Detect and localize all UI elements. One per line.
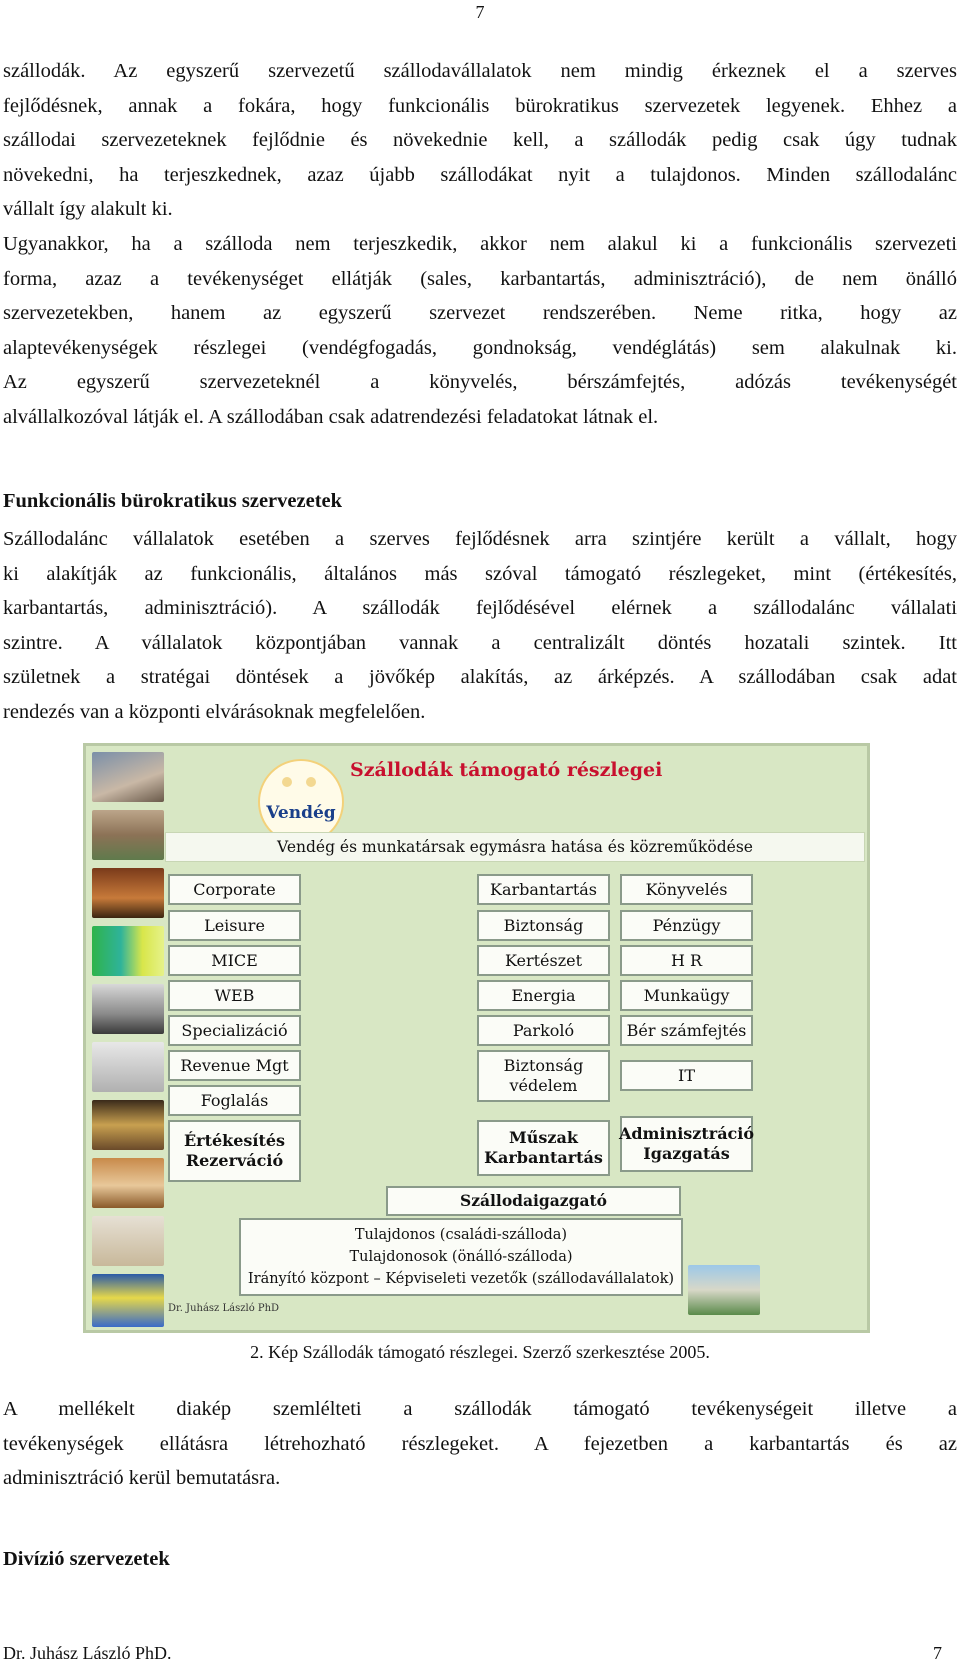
text-line: növekedni, ha terjeszkednek, azaz újabb szállodákat nyit a tulajdonos. Minden szállodalánc: [3, 163, 957, 186]
text-line: fejlődésnek, annak a fokára, hogy funkcionális bürokratikus szervezetek legyenek. Ehhez a: [3, 94, 957, 117]
text-line: adminisztráció kerül bemutatásra.: [3, 1467, 281, 1490]
maintenance-head-label: Karbantartás: [484, 1148, 603, 1167]
photo-strip: [92, 752, 164, 1327]
department-box: H R: [620, 945, 753, 976]
department-box: MICE: [168, 945, 301, 976]
text-line: szervezetekben, hanem az egyszerű szervezet rendszerében. Neme ritka, hogy az: [3, 302, 957, 325]
admin-head-box: [620, 1116, 753, 1172]
page-number-top: 7: [475, 2, 485, 22]
text-line: ki alakítják az funkcionális, általános más szóval támogató részlegeket, mint (értékesítés,: [3, 562, 957, 585]
text-line: A mellékelt diakép szemlélteti a szállodák támogató tevékenységeit illetve a: [3, 1398, 957, 1420]
department-box: Pénzügy: [620, 910, 753, 941]
department-box: Parkoló: [477, 1015, 610, 1046]
lobby-photo: [92, 868, 164, 918]
cooperation-banner: Vendég és munkatársak egymásra hatása és közreműködése: [165, 832, 865, 862]
paragraph-2: [3, 227, 957, 435]
department-box: Revenue Mgt: [168, 1050, 301, 1081]
figure-title: Szállodák támogató részlegei: [350, 759, 663, 781]
service-bell-photo: [92, 1100, 164, 1150]
department-box: Leisure: [168, 910, 301, 941]
hotel-room-photo: [92, 1158, 164, 1208]
paragraph-1: [3, 54, 957, 227]
hotel-building-photo: [92, 810, 164, 860]
department-box: Bér számfejtés: [620, 1015, 753, 1046]
reception-desk-photo: [92, 926, 164, 976]
department-box: Foglalás: [168, 1085, 301, 1116]
department-box: Kertészet: [477, 945, 610, 976]
text-line: alaptevékenységek részlegei (vendégfogadás, gondnokság, vendéglátás) sem alakulnak ki.: [3, 336, 957, 359]
owner-line: Tulajdonos (családi-szálloda): [354, 1227, 568, 1243]
figure-caption: 2. Kép Szállodák támogató részlegei. Szerző szerkesztése 2005.: [250, 1342, 710, 1362]
department-box: Energia: [477, 980, 610, 1011]
admin-head-label: Igazgatás: [643, 1144, 730, 1163]
footer-page-number: 7: [933, 1643, 942, 1663]
section-heading: Divízió szervezetek: [3, 1548, 170, 1570]
owner-line: Irányító központ – Képviseleti vezetők (szállodavállalatok): [247, 1271, 675, 1287]
department-box: IT: [620, 1060, 753, 1091]
text-line: rendezés van a központi elvárásoknak megfelelően.: [3, 700, 426, 723]
text-line: szállodai szervezeteknek fejlődnie és növekednie kell, a szállodák pedig csak úgy tudnak: [3, 129, 957, 152]
resort-photo: [688, 1265, 760, 1315]
text-line: alvállalkozóval látják el. A szállodában csak adatrendezési feladatokat látnak el.: [3, 405, 659, 428]
sales-head-label: Rezerváció: [185, 1151, 284, 1170]
text-line: szintre. A vállalatok központjában vannak a centralizált döntés hozatali szintek. Itt: [3, 631, 957, 654]
sales-head-box: [168, 1120, 301, 1182]
cleaning-cart-photo: [92, 1274, 164, 1327]
department-box: WEB: [168, 980, 301, 1011]
text-line: szállodák. Az egyszerű szervezetű szállodavállalatok nem mindig érkeznek el a szerves: [3, 60, 957, 82]
handshake-photo: [92, 1042, 164, 1092]
maintenance-head-box: [477, 1120, 610, 1176]
staff-photo: [92, 984, 164, 1034]
footer-author: Dr. Juhász László PhD.: [3, 1643, 172, 1663]
owners-box: [239, 1218, 683, 1296]
hotel-director-box: Szállodaigazgató: [386, 1186, 681, 1216]
section-heading: Funkcionális bürokratikus szervezetek: [3, 490, 343, 512]
owner-line: Tulajdonosok (önálló-szálloda): [349, 1249, 573, 1265]
department-box: Biztonság: [477, 910, 610, 941]
housekeeping-photo: [92, 1216, 164, 1266]
smiley-eye-icon: [282, 777, 292, 787]
admin-head-label: Adminisztráció: [618, 1124, 755, 1143]
department-box: Biztonság védelem: [477, 1050, 610, 1102]
paragraph-3: [3, 522, 957, 730]
department-box: Karbantartás: [477, 874, 610, 905]
paragraph-4: [3, 1392, 957, 1496]
department-box: Corporate: [168, 874, 301, 905]
support-departments-figure: [83, 743, 870, 1333]
text-line: karbantartás, adminisztráció). A szállodák fejlődésével elérnek a szállodalánc vállalati: [3, 597, 957, 620]
smiley-eye-icon: [306, 777, 316, 787]
figure-credit: Dr. Juhász László PhD: [168, 1303, 280, 1314]
text-line: születnek a stratégai döntések a jövőkép alakítás, az árképzés. A szállodában csak adat: [3, 666, 957, 689]
department-box: Könyvelés: [620, 874, 753, 905]
maintenance-head-label: Műszak: [509, 1128, 578, 1147]
portrait-photo: [92, 752, 164, 802]
text-line: vállalt így alakult ki.: [3, 198, 173, 221]
sales-head-label: Értékesítés: [183, 1131, 286, 1150]
department-box: Specializáció: [168, 1015, 301, 1046]
text-line: Szállodalánc vállalatok esetében a szerves fejlődésnek arra szintjére került a vállalt, hogy: [3, 528, 957, 550]
department-box: Munkaügy: [620, 980, 753, 1011]
text-line: forma, azaz a tevékenységet ellátják (sales, karbantartás, adminisztráció), de nem önálló: [3, 267, 957, 290]
text-line: tevékenységek ellátásra létrehozható részlegeket. A fejezetben a karbantartás és az: [3, 1432, 957, 1455]
guest-label: Vendég: [266, 803, 336, 823]
text-line: Ugyanakkor, ha a szálloda nem terjeszkedik, akkor nem alakul ki a funkcionális szervezeti: [3, 233, 957, 255]
text-line: Az egyszerű szervezeteknél a könyvelés, bérszámfejtés, adózás tevékenységét: [3, 371, 957, 394]
